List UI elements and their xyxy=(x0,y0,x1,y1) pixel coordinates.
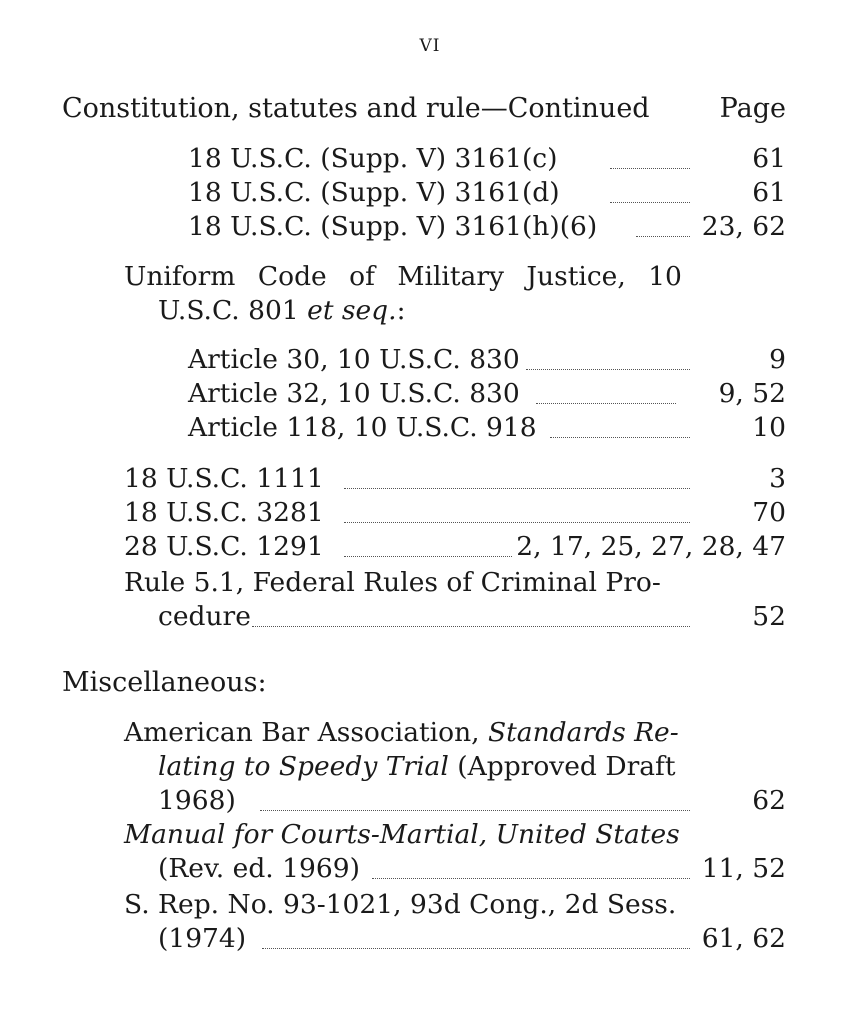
dot-leader xyxy=(252,626,690,627)
citation-pages: 3 xyxy=(769,463,786,494)
citation-text: S. Rep. No. 93-1021, 93d Cong., 2d Sess. xyxy=(124,889,677,920)
citation-text: Article 30, 10 U.S.C. 830 xyxy=(188,344,520,375)
dot-leader xyxy=(550,437,690,438)
citation-text: 18 U.S.C. (Supp. V) 3161(c) xyxy=(188,143,558,174)
citation-pages: 9 xyxy=(769,344,786,375)
citation-text-cont: (Rev. ed. 1969) xyxy=(158,853,360,884)
dot-leader xyxy=(344,522,690,523)
citation-pages: 61 xyxy=(752,143,786,174)
ucmj-heading: Uniform Code of Military Justice, 10 xyxy=(124,261,682,292)
ucmj-heading-cont: U.S.C. 801 et seq.: xyxy=(158,295,406,326)
citation-text: 18 U.S.C. (Supp. V) 3161(d) xyxy=(188,177,560,208)
dot-leader xyxy=(526,369,690,370)
citation-text-cont: 1968) xyxy=(158,785,236,816)
citation-pages: 61 xyxy=(752,177,786,208)
citation-text-cont: lating to Speedy Trial (Approved Draft xyxy=(158,751,676,782)
dot-leader xyxy=(344,488,690,489)
citation-text: 18 U.S.C. 3281 xyxy=(124,497,324,528)
citation-pages: 61, 62 xyxy=(701,923,786,954)
dot-leader xyxy=(344,556,512,557)
citation-pages: 11, 52 xyxy=(701,853,786,884)
dot-leader xyxy=(262,948,690,949)
dot-leader xyxy=(260,810,690,811)
dot-leader xyxy=(536,403,676,404)
dot-leader xyxy=(636,236,690,237)
citation-text: 28 U.S.C. 1291 xyxy=(124,531,324,562)
dot-leader xyxy=(610,168,690,169)
citation-text: 18 U.S.C. 1111 xyxy=(124,463,324,494)
citation-text: Article 118, 10 U.S.C. 918 xyxy=(188,412,537,443)
citation-text: American Bar Association, Standards Re- xyxy=(124,717,679,748)
citation-pages: 52 xyxy=(752,601,786,632)
citation-text: 18 U.S.C. (Supp. V) 3161(h)(6) xyxy=(188,211,598,242)
citation-pages: 62 xyxy=(752,785,786,816)
citation-text: Article 32, 10 U.S.C. 830 xyxy=(188,378,520,409)
citation-pages: 9, 52 xyxy=(718,378,786,409)
citation-pages: 23, 62 xyxy=(701,211,786,242)
citation-pages: 10 xyxy=(752,412,786,443)
page-number: VI xyxy=(419,36,441,56)
citation-text: Manual for Courts-Martial, United States xyxy=(124,819,680,850)
citation-pages: 2, 17, 25, 27, 28, 47 xyxy=(516,531,786,562)
dot-leader xyxy=(610,202,690,203)
citation-text: Rule 5.1, Federal Rules of Criminal Pro- xyxy=(124,567,661,598)
section-heading-miscellaneous: Miscellaneous: xyxy=(62,667,267,698)
citation-text-cont: (1974) xyxy=(158,923,247,954)
page-column-heading: Page xyxy=(719,93,786,124)
section-heading-constitution: Constitution, statutes and rule—Continued xyxy=(62,93,650,124)
dot-leader xyxy=(372,878,690,879)
citation-pages: 70 xyxy=(752,497,786,528)
citation-text-cont: cedure xyxy=(158,601,251,632)
